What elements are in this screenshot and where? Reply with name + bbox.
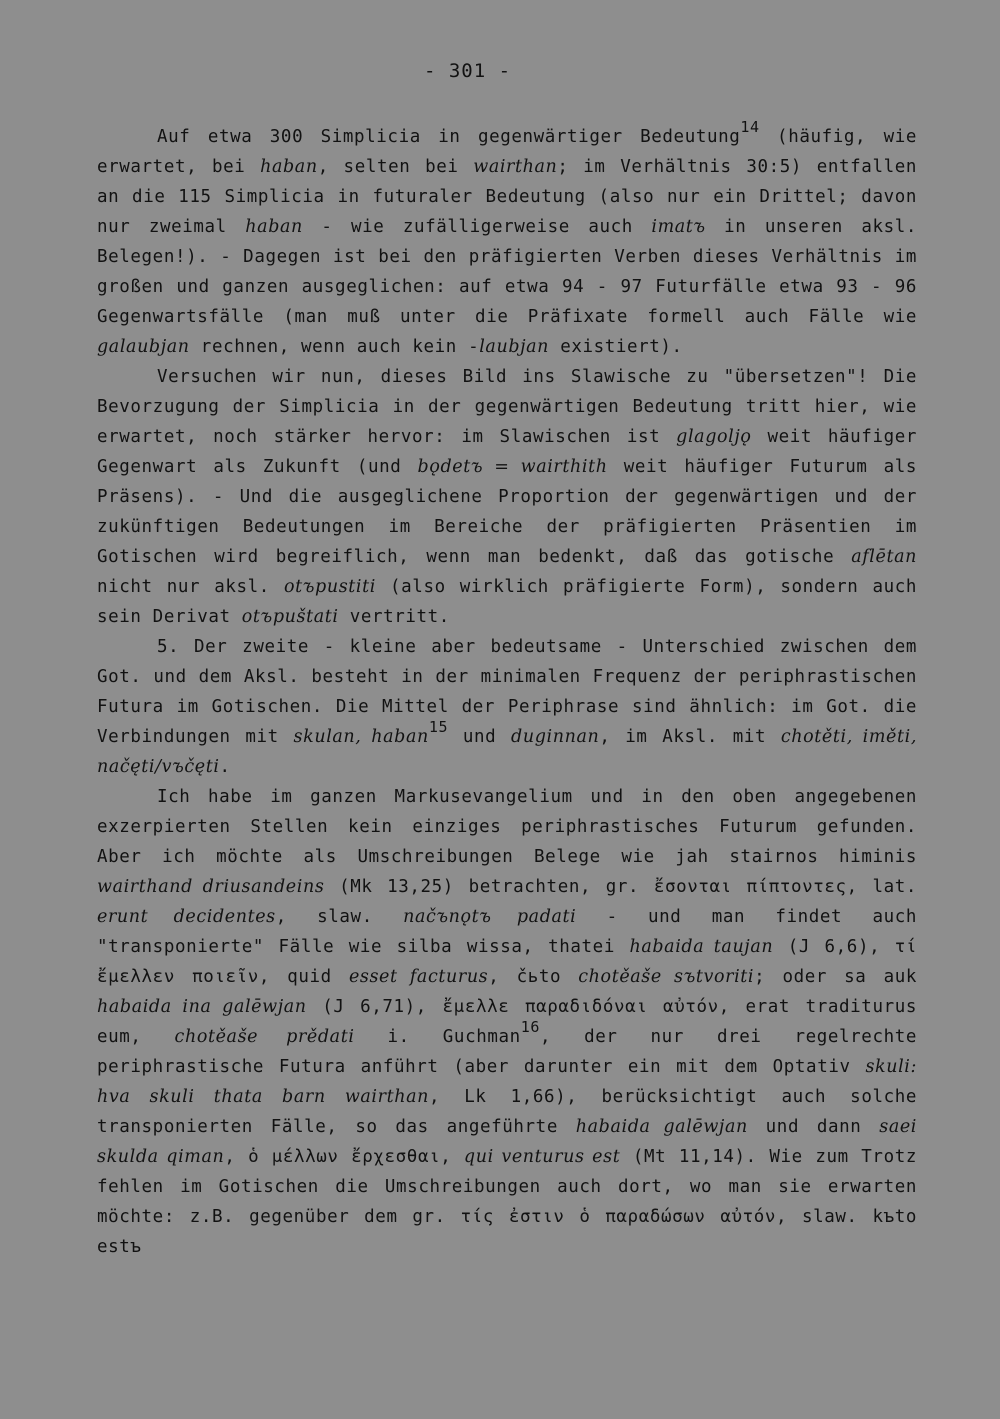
text-run: in unseren aksl. Belegen!). - Dagegen ist bei den präfigierten Verben dieses Verhältnis im großen und ganzen ausgeglichen: auf etwa 94 - 97 Futurfälle etwa 93 - 96 Gegenwartsfälle (man muß unter die Präfixate formell auch Fälle wie [97,217,917,327]
footnote-marker: 14 [740,118,760,136]
italic-term: načъnǫtъ padati [403,907,577,927]
italic-term: habaida ina galēwjan [97,997,307,1017]
page-number: - 301 - [423,60,512,82]
text-run: existiert). [549,337,683,357]
italic-term: glagoljǫ [676,427,752,447]
italic-term: saei skulda qiman [97,1117,918,1167]
text-run: ; oder sa auk [754,967,917,987]
footnote-marker: 15 [428,718,449,736]
paragraph [97,782,917,1262]
text-run: , Lk 1,66), berücksichtigt auch solche transponierten Fälle, so das angeführte [97,1087,917,1137]
text-run: 5. Der zweite - kleine aber bedeutsame - Unterschied zwischen dem Got. und dem Aksl. besteht in der minimalen Frequenz der periphrastischen Futura im Gotischen. Die Mittel der Periphrase sind ähnlich: im Got. die Verbindungen mit [97,637,917,747]
text-run: (J 6,6), τί ἔμελλεν ποιεῖν, quid [97,937,917,987]
italic-term: habaida galēwjan [575,1117,748,1137]
text-run: nicht nur aksl. [97,577,284,597]
text-run: - und man findet auch "transponierte" Fälle wie silba wissa, thatei [97,907,917,957]
text-run: , der nur drei regelrechte periphrastische Futura anführt (aber darunter ein mit dem Optativ [97,1027,917,1077]
footnote-marker: 16 [520,1018,541,1036]
text-run: und dann [747,1117,880,1137]
text-run: , čьto [488,967,579,987]
text-run: ; im Verhältnis 30:5) entfallen an die 115 Simplicia in futuraler Bedeutung (also nur ein Drittel; davon nur zweimal [97,157,917,237]
italic-term: wairthand driusandeins [97,877,325,897]
text-run: rechnen, wenn auch kein - [189,337,480,357]
italic-term: erunt decidentes [97,907,276,927]
text-run: (häufig, wie erwartet, bei [97,127,917,177]
italic-term: chotěaše sъtvoriti [578,967,755,987]
italic-term: haban [260,157,318,177]
text-run: (J 6,71), ἔμελλε παραδιδόναι αὐτόν, erat traditurus eum, [97,997,917,1047]
paragraph [97,632,917,782]
text-run: Auf etwa 300 Simplicia in gegenwärtiger Bedeutung [157,127,741,147]
italic-term: wairthan [473,157,558,177]
italic-term: chotěaše prědati [174,1027,355,1047]
text-run: weit häufiger Futurum als Präsens). - Und die ausgeglichene Proportion der gegenwärtigen und der zukünftigen Bedeutungen im Bereiche der präfigierten Präsentien im Gotischen wird begreiflich, wenn man bedenkt, daß das gotische [97,457,917,567]
italic-term: qui venturus est [463,1147,621,1167]
text-run: . [219,757,231,777]
text-run: weit häufiger Gegenwart als Zukunft (und [97,427,917,477]
italic-term: skuli: hva skuli thata barn wairthan [97,1057,917,1107]
italic-term: aflētan [851,547,917,567]
text-run: i. Guchman [354,1027,521,1047]
italic-term: galaubjan [97,337,190,357]
italic-term: habaida taujan [629,937,774,957]
text-run: und [448,727,512,747]
paragraph [97,362,917,632]
text-run: Versuchen wir nun, dieses Bild ins Slawische zu "übersetzen"! Die Bevorzugung der Simplicia in der gegenwärtigen Bedeutung tritt hier, wie erwartet, noch stärker hervor: im Slawischen ist [97,367,917,447]
italic-term: imatъ [651,217,706,237]
italic-term: skulan, haban [293,727,429,747]
italic-term: esset facturus [348,967,489,987]
text-run: (Mk 13,25) betrachten, gr. ἔσονται πίπτοντες, lat. [324,877,918,897]
text-run: vertritt. [338,607,450,627]
body-text [97,118,918,1262]
italic-term: chotěti, iměti, načęti/vъčęti [97,727,917,777]
italic-term: bǫdetъ = wairthith [417,457,608,477]
text-run: (Mt 11,14). Wie zum Trotz fehlen im Gotischen die Umschreibungen auch dort, wo man sie erwarten möchte: z.B. gegenüber dem gr. τίς ἐστιν ὁ παραδώσων αὐτόν, slaw. kъto estъ [97,1147,917,1257]
italic-term: laubjan [479,337,550,357]
text-run: Ich habe im ganzen Markusevangelium und in den oben angegebenen exzerpierten Stellen kein einziges periphrastisches Futurum gefunden. Aber ich möchte als Umschreibungen Belege wie jah stairnos himinis [97,787,917,867]
text-run: , im Aksl. mit [599,727,781,747]
text-run: - wie zufälligerweise auch [302,217,652,237]
text-run: , ὁ μέλλων ἔρχεσθαι, [224,1147,464,1167]
text-run: (also wirklich präfigierte Form), sondern auch sein Derivat [97,577,917,627]
text-run: , selten bei [317,157,474,177]
italic-term: duginnan [511,727,600,747]
italic-term: haban [245,217,303,237]
italic-term: otъpuštati [241,607,339,627]
paragraph [97,118,917,362]
italic-term: otъpustiti [284,577,376,597]
text-run: , slaw. [275,907,404,927]
